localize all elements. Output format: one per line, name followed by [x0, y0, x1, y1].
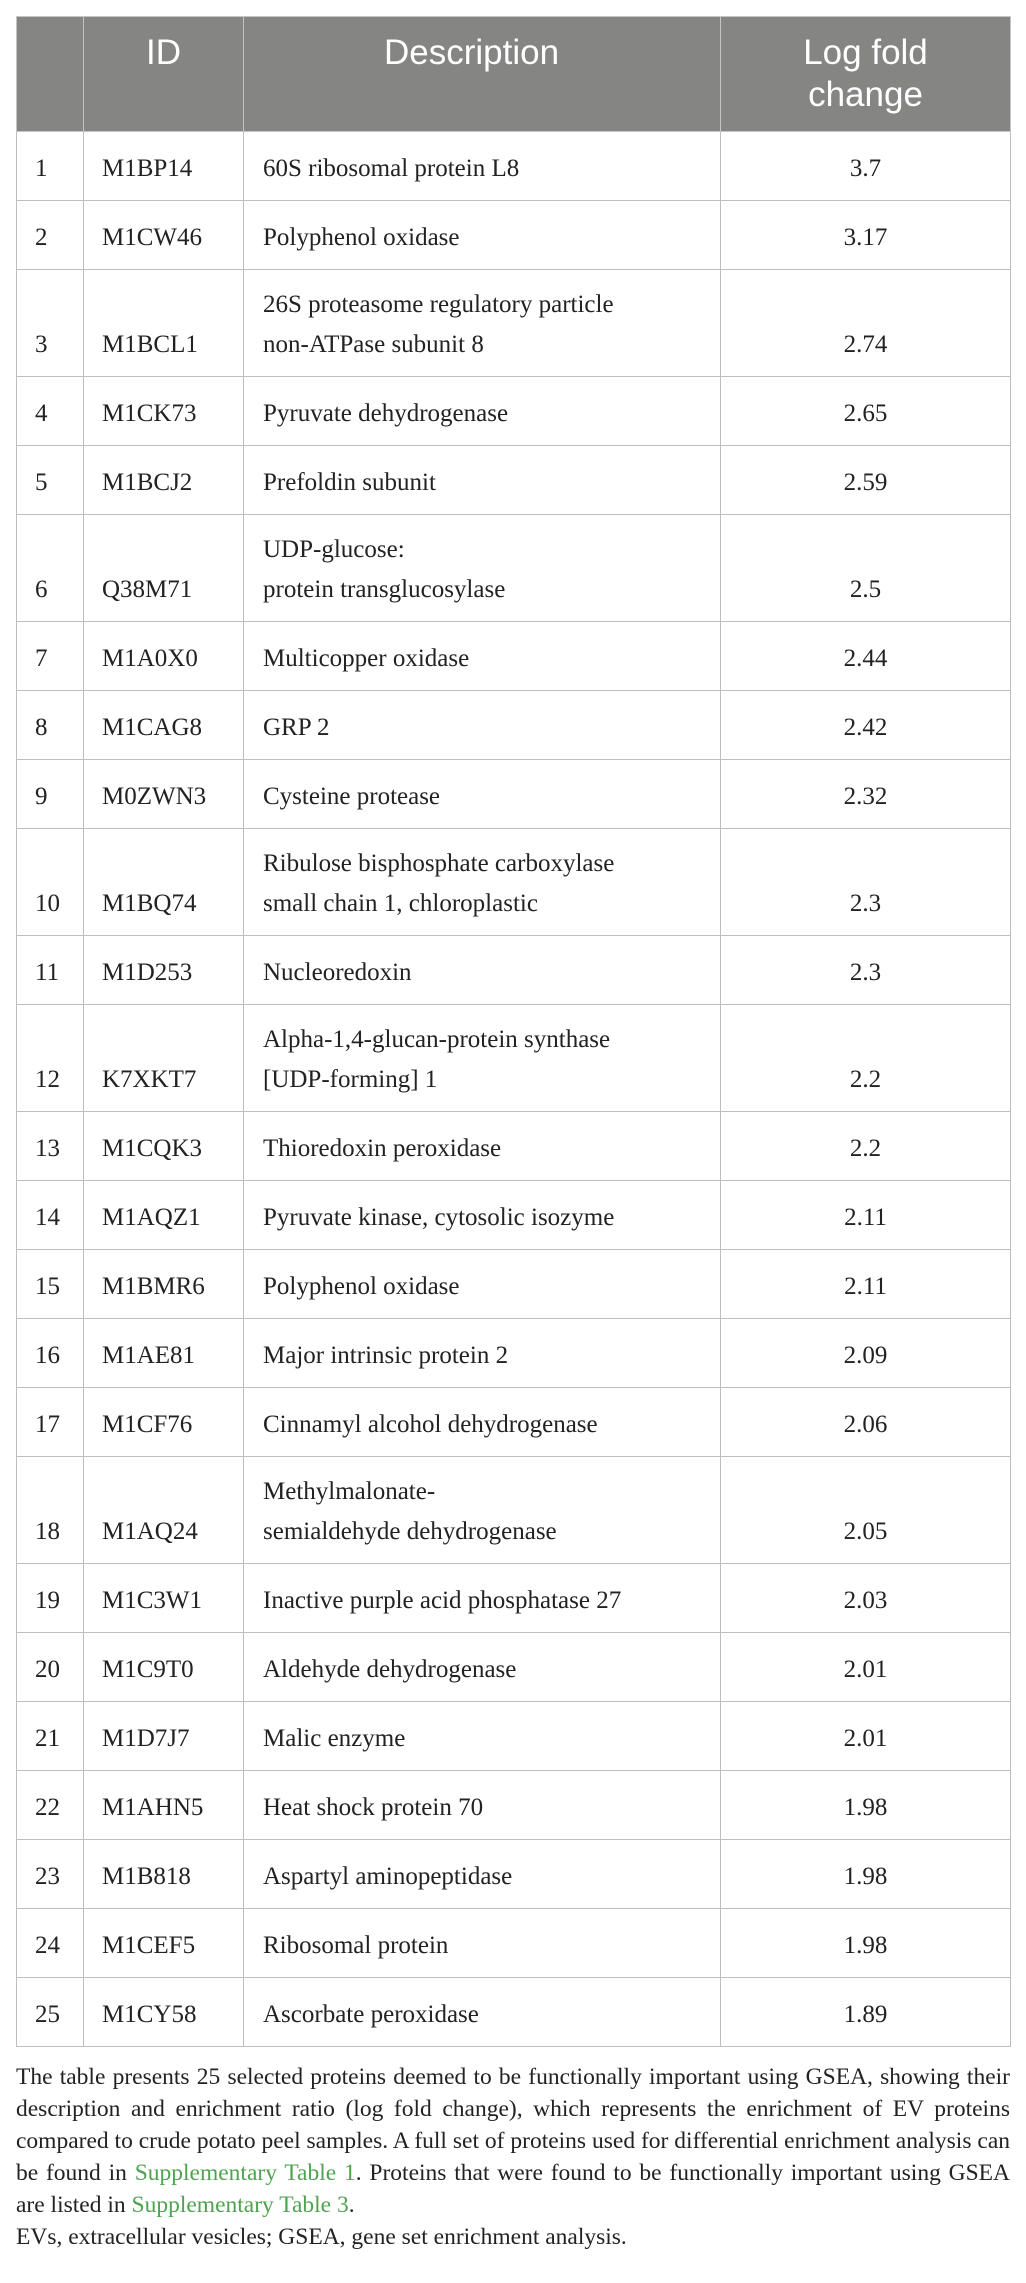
table-row: [17, 270, 1011, 377]
protein-id: Q38M71: [84, 515, 244, 622]
protein-id: M1CW46: [84, 201, 244, 270]
table-row: [17, 377, 1011, 446]
log-fold-change-value: 2.03: [721, 1564, 1011, 1633]
table-row: [17, 1388, 1011, 1457]
log-fold-change-value: 2.01: [721, 1633, 1011, 1702]
table-row: [17, 760, 1011, 829]
log-fold-change-value: 2.06: [721, 1388, 1011, 1457]
description-line: 60S ribosomal protein L8: [263, 155, 520, 182]
protein-id: M1BCJ2: [84, 446, 244, 515]
protein-id: M1AQ24: [84, 1457, 244, 1564]
protein-description: [244, 201, 721, 270]
protein-id: M1CAG8: [84, 691, 244, 760]
table-row: [17, 691, 1011, 760]
protein-description: [244, 760, 721, 829]
row-number: 23: [17, 1840, 84, 1909]
log-fold-change-value: 2.5: [721, 515, 1011, 622]
protein-description: [244, 691, 721, 760]
description-line: Pyruvate dehydrogenase: [263, 400, 509, 427]
protein-id: M1CK73: [84, 377, 244, 446]
table-row: [17, 1005, 1011, 1112]
description-line: Heat shock protein 70: [263, 1794, 484, 1821]
log-fold-change-value: 3.7: [721, 132, 1011, 201]
description-line: Nucleoredoxin: [263, 959, 412, 986]
footnote-text-2: . Proteins that were found to be functionally important using GSEA are listed in: [16, 2160, 1010, 2218]
protein-description: [244, 1457, 721, 1564]
header-number: [17, 17, 84, 132]
log-fold-change-value: 2.42: [721, 691, 1011, 760]
protein-id: K7XKT7: [84, 1005, 244, 1112]
table-row: [17, 936, 1011, 1005]
log-fold-change-value: 1.89: [721, 1978, 1011, 2047]
description-line: Malic enzyme: [263, 1725, 406, 1752]
protein-description: [244, 446, 721, 515]
protein-description: [244, 1319, 721, 1388]
row-number: 8: [17, 691, 84, 760]
row-number: 17: [17, 1388, 84, 1457]
row-number: 11: [17, 936, 84, 1005]
protein-id: M0ZWN3: [84, 760, 244, 829]
table-row: [17, 1564, 1011, 1633]
table-footnote: [16, 2061, 1010, 2253]
protein-description: [244, 270, 721, 377]
protein-description: [244, 1978, 721, 2047]
row-number: 7: [17, 622, 84, 691]
description-line: Multicopper oxidase: [263, 645, 470, 672]
protein-id: M1BCL1: [84, 270, 244, 377]
row-number: 22: [17, 1771, 84, 1840]
description-line: non-ATPase subunit 8: [263, 331, 484, 358]
protein-description: [244, 1633, 721, 1702]
supplementary-table-3-link[interactable]: Supplementary Table 3: [131, 2192, 349, 2218]
table-row: [17, 1909, 1011, 1978]
description-line: Alpha-1,4-glucan-protein synthase: [263, 1026, 611, 1053]
log-fold-change-value: 1.98: [721, 1840, 1011, 1909]
description-line: UDP-glucose:: [263, 536, 405, 563]
row-number: 15: [17, 1250, 84, 1319]
protein-id: M1CF76: [84, 1388, 244, 1457]
log-fold-change-value: 1.98: [721, 1771, 1011, 1840]
table-row: [17, 132, 1011, 201]
log-fold-change-value: 2.11: [721, 1181, 1011, 1250]
row-number: 24: [17, 1909, 84, 1978]
protein-description: [244, 1388, 721, 1457]
log-fold-change-value: 2.65: [721, 377, 1011, 446]
row-number: 5: [17, 446, 84, 515]
log-fold-change-value: 2.3: [721, 936, 1011, 1005]
log-fold-change-value: 2.2: [721, 1112, 1011, 1181]
protein-description: [244, 1564, 721, 1633]
table-row: [17, 1978, 1011, 2047]
description-line: Pyruvate kinase, cytosolic isozyme: [263, 1204, 615, 1231]
protein-description: [244, 1771, 721, 1840]
log-fold-change-value: 2.01: [721, 1702, 1011, 1771]
table-row: [17, 622, 1011, 691]
description-line: Ribosomal protein: [263, 1932, 449, 1959]
description-line: Prefoldin subunit: [263, 469, 436, 496]
row-number: 16: [17, 1319, 84, 1388]
table-row: [17, 1633, 1011, 1702]
supplementary-table-1-link[interactable]: Supplementary Table 1: [134, 2160, 356, 2186]
description-line: GRP 2: [263, 714, 330, 741]
protein-id: M1BP14: [84, 132, 244, 201]
description-line: Polyphenol oxidase: [263, 1273, 460, 1300]
table-row: [17, 1319, 1011, 1388]
protein-description: [244, 1702, 721, 1771]
log-fold-change-value: 2.2: [721, 1005, 1011, 1112]
protein-id: M1CEF5: [84, 1909, 244, 1978]
row-number: 3: [17, 270, 84, 377]
description-line: 26S proteasome regulatory particle: [263, 291, 614, 318]
table-row: [17, 1771, 1011, 1840]
row-number: 25: [17, 1978, 84, 2047]
description-line: Aspartyl aminopeptidase: [263, 1863, 513, 1890]
table-row: [17, 515, 1011, 622]
protein-id: M1C3W1: [84, 1564, 244, 1633]
header-fold-line-1: Log fold: [803, 33, 928, 72]
protein-description: [244, 377, 721, 446]
row-number: 12: [17, 1005, 84, 1112]
table-row: [17, 1702, 1011, 1771]
row-number: 14: [17, 1181, 84, 1250]
log-fold-change-value: 2.3: [721, 829, 1011, 936]
protein-description: [244, 1005, 721, 1112]
description-line: Cysteine protease: [263, 783, 441, 810]
table-row: [17, 1112, 1011, 1181]
description-line: Major intrinsic protein 2: [263, 1342, 509, 1369]
protein-id: M1CQK3: [84, 1112, 244, 1181]
description-line: Polyphenol oxidase: [263, 224, 460, 251]
log-fold-change-value: 2.44: [721, 622, 1011, 691]
description-line: Ribulose bisphosphate carboxylase: [263, 850, 615, 877]
protein-description: [244, 132, 721, 201]
protein-id: M1CY58: [84, 1978, 244, 2047]
protein-description: [244, 1112, 721, 1181]
footnote-abbreviations: EVs, extracellular vesicles; GSEA, gene set enrichment analysis.: [16, 2224, 627, 2250]
protein-description: [244, 1181, 721, 1250]
log-fold-change-value: 3.17: [721, 201, 1011, 270]
description-line: small chain 1, chloroplastic: [263, 890, 538, 917]
protein-id: M1A0X0: [84, 622, 244, 691]
row-number: 1: [17, 132, 84, 201]
log-fold-change-value: 2.59: [721, 446, 1011, 515]
log-fold-change-value: 2.32: [721, 760, 1011, 829]
header-fold-line-2: change: [808, 75, 923, 114]
protein-id: M1C9T0: [84, 1633, 244, 1702]
header-id: ID: [84, 17, 244, 132]
table-row: [17, 201, 1011, 270]
log-fold-change-value: 2.09: [721, 1319, 1011, 1388]
protein-table: [16, 16, 1011, 2047]
log-fold-change-value: 2.74: [721, 270, 1011, 377]
row-number: 20: [17, 1633, 84, 1702]
description-line: semialdehyde dehydrogenase: [263, 1518, 557, 1545]
table-header: [17, 17, 1011, 132]
protein-description: [244, 936, 721, 1005]
description-line: [UDP-forming] 1: [263, 1066, 438, 1093]
table-row: [17, 1250, 1011, 1319]
row-number: 19: [17, 1564, 84, 1633]
description-line: Cinnamyl alcohol dehydrogenase: [263, 1411, 598, 1438]
log-fold-change-value: 2.11: [721, 1250, 1011, 1319]
protein-id: M1BQ74: [84, 829, 244, 936]
description-line: Aldehyde dehydrogenase: [263, 1656, 517, 1683]
header-log-fold-change: [721, 17, 1011, 132]
footnote-text-3: .: [348, 2192, 355, 2218]
protein-description: [244, 1840, 721, 1909]
row-number: 13: [17, 1112, 84, 1181]
row-number: 2: [17, 201, 84, 270]
footnote-text-1: The table presents 25 selected proteins deemed to be functionally important using GSEA, showing their description and enrichment ratio (log fold change), which represents the enrichment of EV proteins compared to crude potato peel samples. A full set of proteins used for differential enrichment analysis can be found in: [16, 2064, 1010, 2186]
protein-id: M1B818: [84, 1840, 244, 1909]
header-description: Description: [244, 17, 721, 132]
table-row: [17, 829, 1011, 936]
description-line: Inactive purple acid phosphatase 27: [263, 1587, 622, 1614]
table-row: [17, 1457, 1011, 1564]
row-number: 4: [17, 377, 84, 446]
row-number: 9: [17, 760, 84, 829]
description-line: Ascorbate peroxidase: [263, 2001, 479, 2028]
footnote-description: [16, 2061, 1010, 2221]
row-number: 21: [17, 1702, 84, 1771]
protein-description: [244, 1909, 721, 1978]
protein-id: M1BMR6: [84, 1250, 244, 1319]
protein-description: [244, 829, 721, 936]
description-line: Methylmalonate-: [263, 1478, 436, 1505]
protein-id: M1D7J7: [84, 1702, 244, 1771]
table-row: [17, 1840, 1011, 1909]
table-row: [17, 446, 1011, 515]
row-number: 10: [17, 829, 84, 936]
protein-description: [244, 1250, 721, 1319]
protein-id: M1D253: [84, 936, 244, 1005]
description-line: protein transglucosylase: [263, 576, 506, 603]
description-line: Thioredoxin peroxidase: [263, 1135, 502, 1162]
header-row: [17, 17, 1011, 132]
log-fold-change-value: 1.98: [721, 1909, 1011, 1978]
row-number: 6: [17, 515, 84, 622]
row-number: 18: [17, 1457, 84, 1564]
table-row: [17, 1181, 1011, 1250]
protein-description: [244, 515, 721, 622]
table-body: [17, 132, 1011, 2047]
protein-id: M1AHN5: [84, 1771, 244, 1840]
protein-description: [244, 622, 721, 691]
protein-id: M1AE81: [84, 1319, 244, 1388]
protein-id: M1AQZ1: [84, 1181, 244, 1250]
log-fold-change-value: 2.05: [721, 1457, 1011, 1564]
